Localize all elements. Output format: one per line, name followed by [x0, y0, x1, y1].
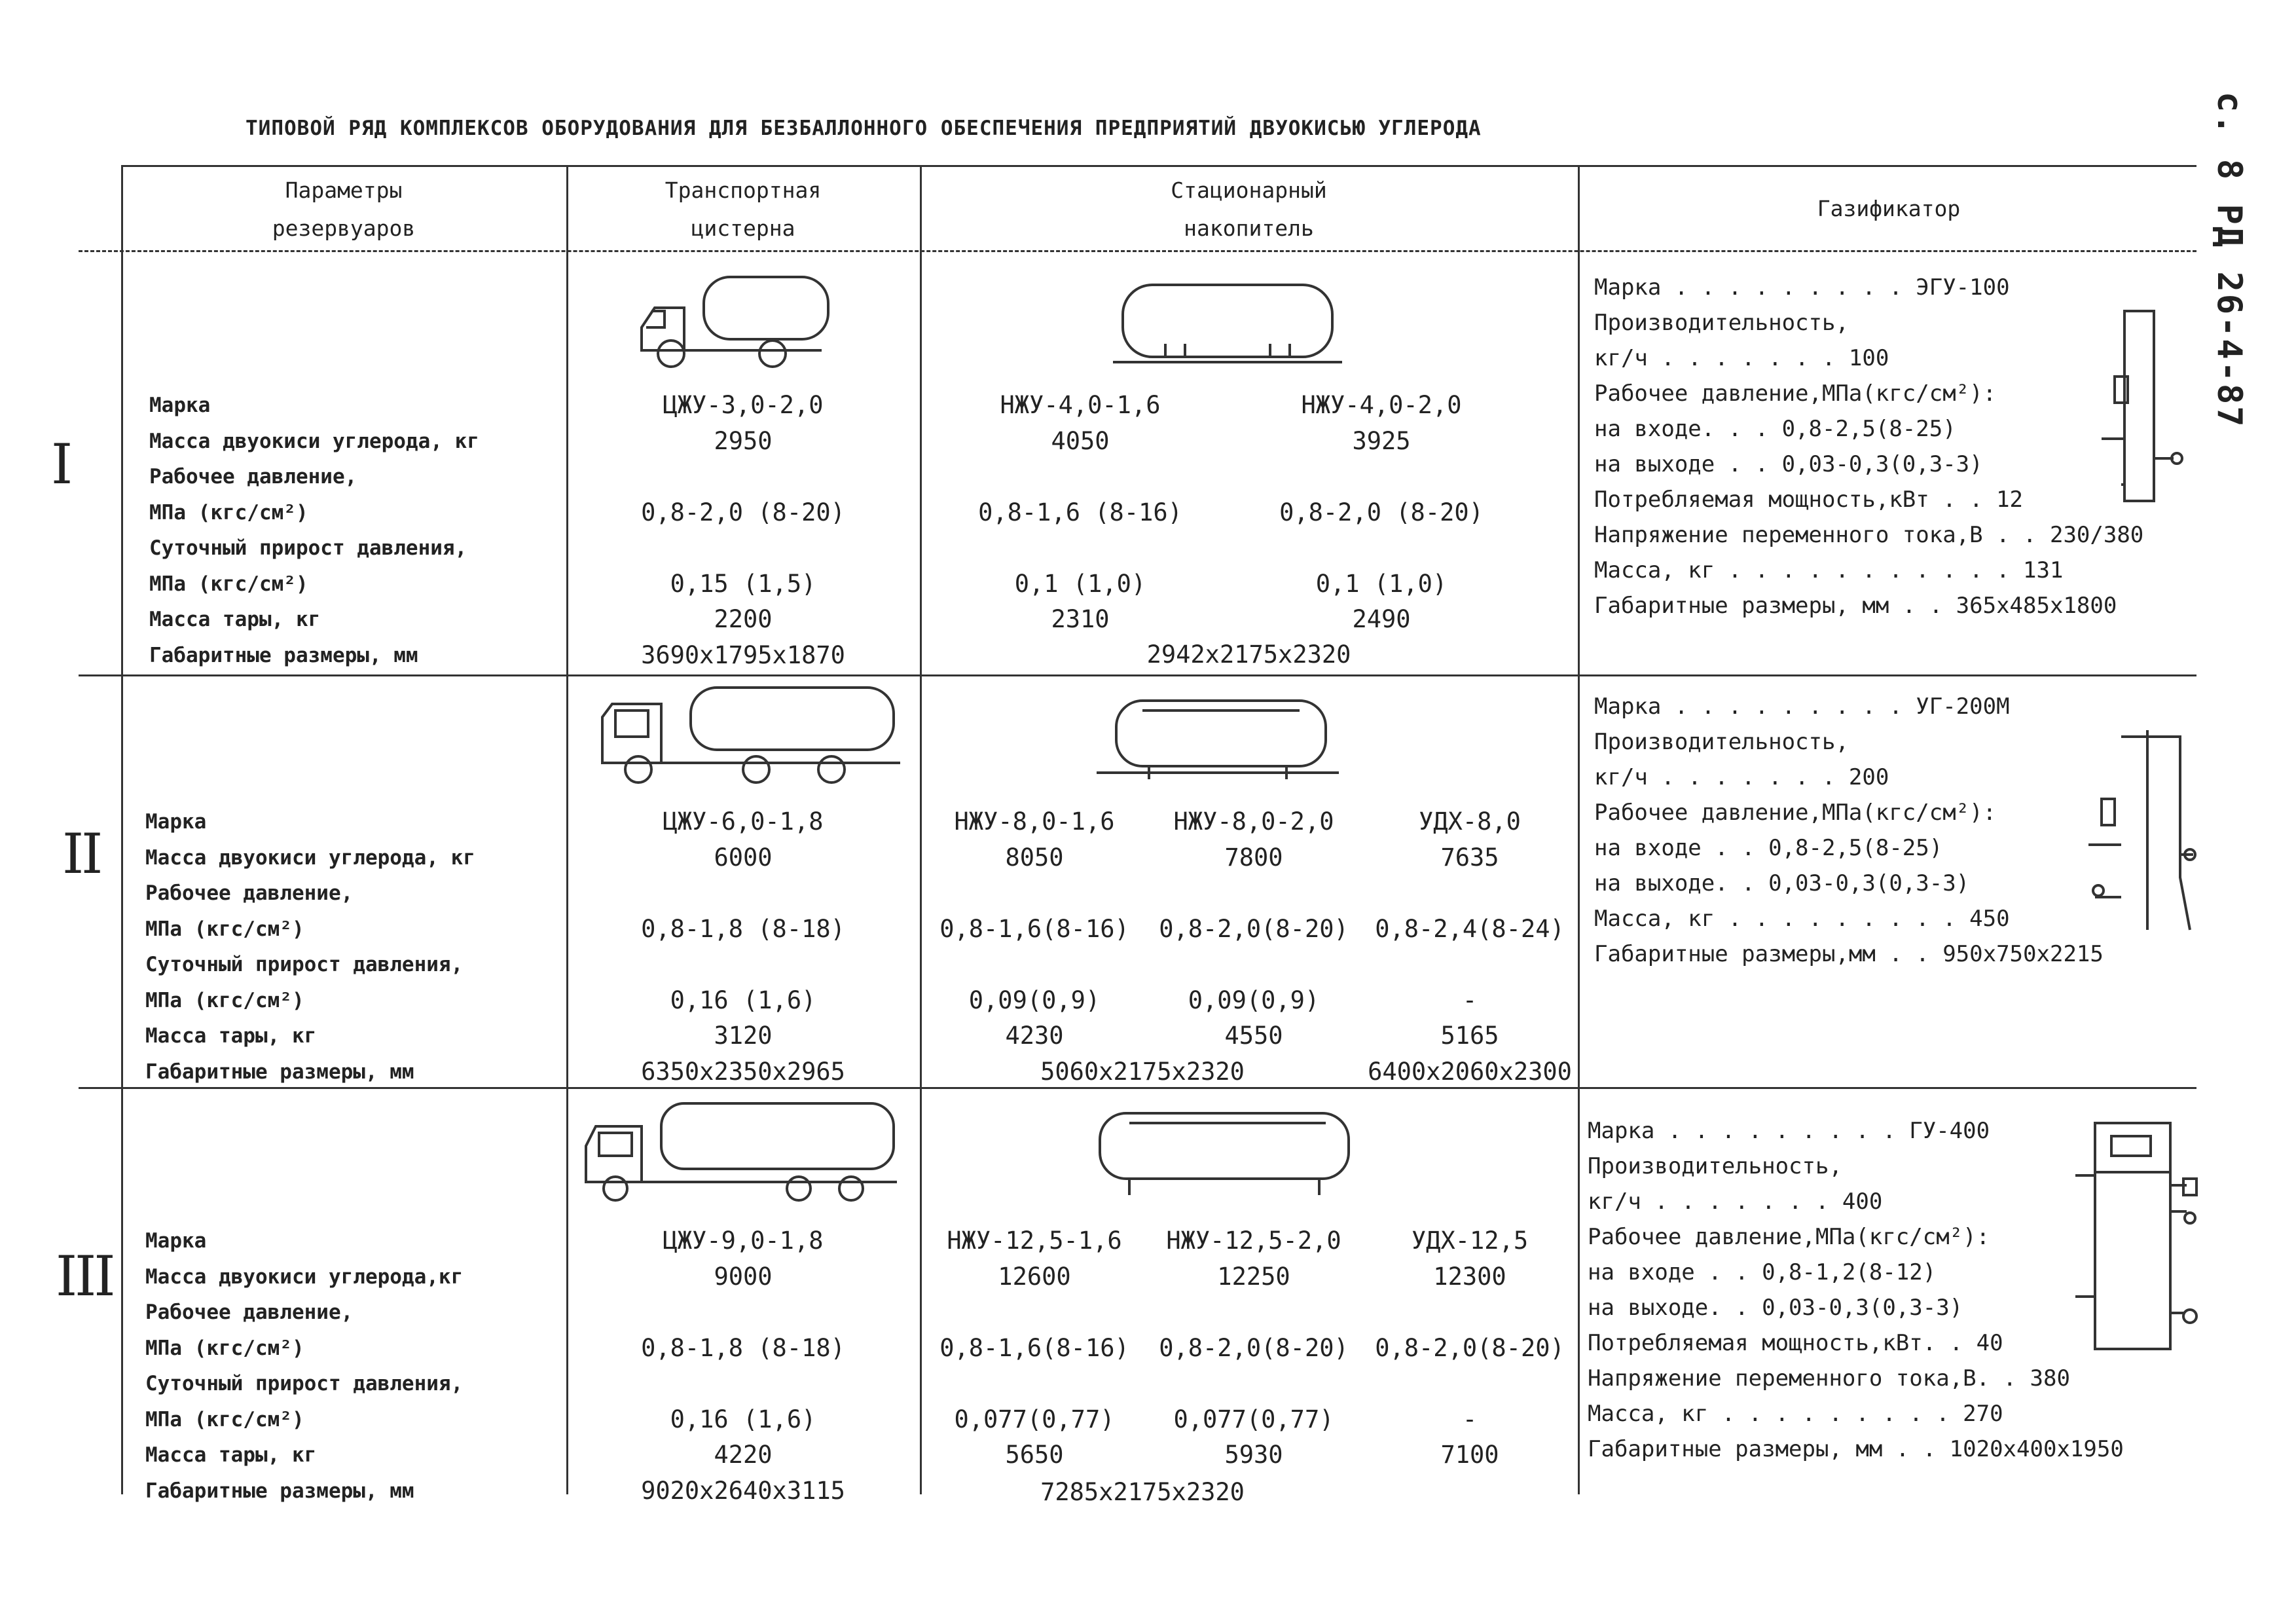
- storage-c-values-2: УДХ-8,0 7635 0,8-2,4(8-24) - 5165: [1375, 807, 1565, 1050]
- storage-a-values-2: НЖУ-8,0-1,6 8050 0,8-1,6(8-16) 0,09(0,9) 4230: [939, 807, 1129, 1050]
- storage-b-values-1: НЖУ-4,0-2,0 3925 0,8-2,0 (8-20) 0,1 (1,0) 2490: [1279, 391, 1484, 633]
- truck-tank-drawing-2: [599, 684, 907, 789]
- gasifier-specs-3: Марка . . . . . . . . . ГУ-400 Производительность, кг/ч . . . . . . . 400 Рабочее давление,МПа(кгс/см²): на входе . . 0,8-1,2(8-12) на выходе. . 0,03-0,3(0,3-3) Потребляемая мощность,кВт. . 40 Напряжение переменного тока,В. . 380 Масса, кг . . . . . . . . . 270 Габаритные размеры, мм . . 1020x400x1950: [1588, 1118, 2124, 1462]
- storage-vessel-drawing-1: [1113, 278, 1349, 370]
- gasifier-drawing-3: [2075, 1120, 2200, 1349]
- storage-dims-1: 2942x2175x2320: [1146, 640, 1351, 669]
- storage-b-values-2: НЖУ-8,0-2,0 7800 0,8-2,0(8-20) 0,09(0,9) 4550: [1159, 807, 1349, 1050]
- col-border-0: [121, 165, 123, 1494]
- storage-dims-2c: 6400x2060x2300: [1368, 1058, 1572, 1086]
- page-title: ТИПОВОЙ РЯД КОМПЛЕКСОВ ОБОРУДОВАНИЯ ДЛЯ БЕЗБАЛЛОННОГО ОБЕСПЕЧЕНИЯ ПРЕДПРИЯТИЙ ДВУОКИСЬЮ УГЛЕРОДА: [246, 117, 1482, 140]
- truck-tank-drawing-3: [583, 1100, 903, 1205]
- storage-dims-3: 7285x2175x2320: [1040, 1478, 1245, 1506]
- page-number-label: с. 8 РД 26-4-87: [2210, 92, 2249, 429]
- header-gasifier: Газификатор: [1817, 196, 1961, 221]
- truck-tank-drawing-1: [638, 272, 835, 370]
- storage-vessel-drawing-3: [1090, 1110, 1365, 1202]
- storage-b-values-3: НЖУ-12,5-2,0 12250 0,8-2,0(8-20) 0,077(0,77) 5930: [1159, 1227, 1349, 1469]
- col-border-2: [920, 165, 922, 1494]
- header-stationary-storage: Стационарный накопитель: [1171, 177, 1327, 241]
- header-parameters: Параметры резервуаров: [272, 177, 416, 241]
- gasifier-drawing-2: [2082, 727, 2193, 936]
- row2-labels: Марка Масса двуокиси углерода, кг Рабочее давление, МПа (кгс/см²) Суточный прирост давления, МПа (кгс/см²) Масса тары, кг Габаритные размеры, мм: [145, 810, 475, 1084]
- header-transport-tank: Транспортная цистерна: [665, 177, 822, 241]
- header-divider: [79, 250, 2196, 252]
- table-top-border: [121, 165, 2196, 167]
- gasifier-drawing-1: [2095, 308, 2193, 504]
- row-number-3: III: [56, 1244, 113, 1308]
- storage-c-values-3: УДХ-12,5 12300 0,8-2,0(8-20) - 7100: [1375, 1227, 1565, 1469]
- storage-a-values-1: НЖУ-4,0-1,6 4050 0,8-1,6 (8-16) 0,1 (1,0) 2310: [978, 391, 1182, 633]
- col-border-3: [1578, 165, 1580, 1494]
- gasifier-specs-2: Марка . . . . . . . . . УГ-200М Производительность, кг/ч . . . . . . . 200 Рабочее давление,МПа(кгс/см²): на входе . . 0,8-2,5(8-25) на выходе. . 0,03-0,3(0,3-3) Масса, кг . . . . . . . . . 450 Габаритные размеры,мм . . 950x750x2215: [1594, 693, 2104, 967]
- storage-vessel-drawing-2: [1097, 694, 1345, 786]
- row1-labels: Марка Масса двуокиси углерода, кг Рабочее давление, МПа (кгс/см²) Суточный прирост давления, МПа (кгс/см²) Масса тары, кг Габаритные размеры, мм: [149, 394, 479, 667]
- storage-dims-2: 5060x2175x2320: [1040, 1058, 1245, 1086]
- row-divider-1: [79, 674, 2196, 676]
- tank-values-2: ЦЖУ-6,0-1,8 6000 0,8-1,8 (8-18) 0,16 (1,6) 3120 6350x2350x2965: [641, 807, 845, 1086]
- col-border-1: [566, 165, 568, 1494]
- row-number-2: II: [62, 822, 101, 886]
- gasifier-specs-1: Марка . . . . . . . . . ЭГУ-100 Производительность, кг/ч . . . . . . . 100 Рабочее давление,МПа(кгс/см²): на входе. . . 0,8-2,5(8-25) на выходе . . 0,03-0,3(0,3-3) Потребляемая мощность,кВт . . 12 Напряжение переменного тока,В . . 230/380 Масса, кг . . . . . . . . . . . 131 Габаритные размеры, мм . . 365x485x1800: [1594, 274, 2144, 619]
- row-number-1: I: [51, 432, 71, 496]
- tank-values-3: ЦЖУ-9,0-1,8 9000 0,8-1,8 (8-18) 0,16 (1,6) 4220 9020x2640x3115: [641, 1227, 845, 1505]
- row3-labels: Марка Масса двуокиси углерода,кг Рабочее давление, МПа (кгс/см²) Суточный прирост давления, МПа (кгс/см²) Масса тары, кг Габаритные размеры, мм: [145, 1229, 464, 1503]
- storage-a-values-3: НЖУ-12,5-1,6 12600 0,8-1,6(8-16) 0,077(0,77) 5650: [939, 1227, 1129, 1469]
- tank-values-1: ЦЖУ-3,0-2,0 2950 0,8-2,0 (8-20) 0,15 (1,5) 2200 3690x1795x1870: [641, 391, 845, 669]
